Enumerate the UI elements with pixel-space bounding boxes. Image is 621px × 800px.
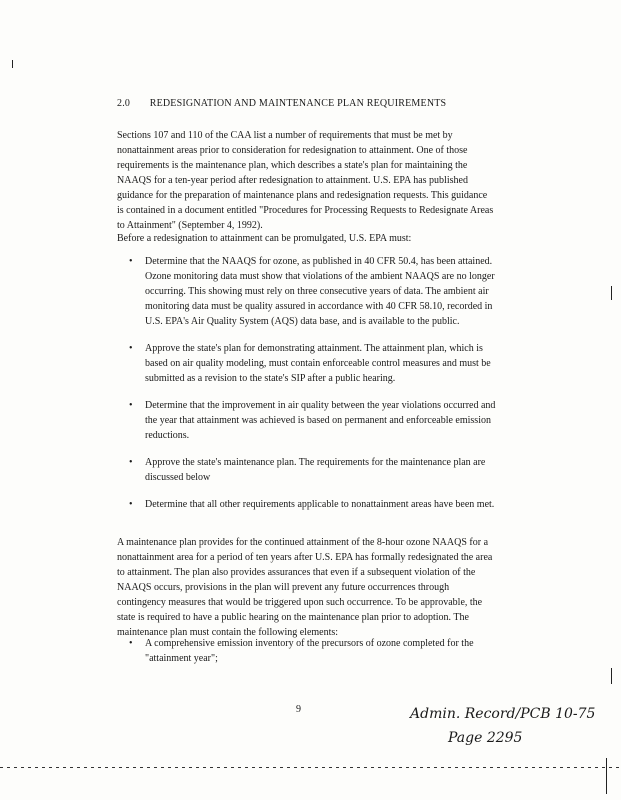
list-item — [117, 254, 497, 329]
list-item-text: Approve the state's maintenance plan. The requirements for the maintenance plan are discussed below — [145, 457, 486, 483]
list-item — [117, 497, 497, 512]
scan-mark — [611, 286, 612, 300]
must-list — [117, 254, 497, 512]
bullet-icon: • — [129, 638, 133, 649]
list-item — [117, 636, 497, 666]
bullet-icon: • — [129, 256, 133, 267]
scan-mark — [606, 758, 607, 794]
scan-mark — [12, 60, 13, 68]
admin-record-stamp: Admin. Record/PCB 10-75 — [410, 706, 596, 722]
intro-paragraph: Sections 107 and 110 of the CAA list a number of requirements that must be met by nonattainment areas prior to consideration for redesignation to attainment. One of those requirements is the maintenance plan, which describes a state's plan for maintaining the NAAQS for a ten-year period after redesignation to attainment. U.S. EPA has published guidance for the preparation of maintenance plans and redesignation requests. This guidance is contained in a document entitled "Procedures for Processing Requests to Redesignate Areas to Attainment" (September 4, 1992). — [117, 130, 494, 231]
list-item — [117, 455, 497, 485]
bullet-icon: • — [129, 400, 133, 411]
list-item — [117, 398, 497, 443]
before-paragraph: Before a redesignation to attainment can be promulgated, U.S. EPA must: — [117, 233, 412, 244]
page-number: 9 — [296, 704, 301, 715]
scan-mark — [611, 668, 612, 684]
section-number: 2.0 — [117, 98, 131, 109]
scan-edge-line — [0, 767, 621, 768]
list-item-text: Determine that the NAAQS for ozone, as published in 40 CFR 50.4, has been attained. Ozone monitoring data must show that violations of the ambient NAAQS are no longer occurring. This showing must rely on three consecutive years of data. The ambient air monitoring data must be quality assured in accordance with 40 CFR 58.10, recorded in U.S. EPA's Air Quality System (AQS) data base, and is available to the public. — [145, 256, 495, 327]
page-reference-stamp: Page 2295 — [448, 730, 523, 746]
list-item-text: Determine that all other requirements applicable to nonattainment areas have been met. — [145, 499, 495, 510]
bullet-icon: • — [129, 457, 133, 468]
section-heading — [117, 98, 446, 109]
section-title: REDESIGNATION AND MAINTENANCE PLAN REQUIREMENTS — [149, 98, 447, 109]
bullet-icon: • — [129, 343, 133, 354]
elements-list — [117, 636, 497, 666]
bullet-icon: • — [129, 499, 133, 510]
list-item-text: A comprehensive emission inventory of the precursors of ozone completed for the "attainment year"; — [145, 638, 474, 664]
list-item-text: Approve the state's plan for demonstrating attainment. The attainment plan, which is based on air quality modeling, must contain enforceable control measures and must be submitted as a revision to the state's SIP after a public hearing. — [145, 343, 491, 384]
list-item — [117, 341, 497, 386]
maintenance-paragraph: A maintenance plan provides for the continued attainment of the 8-hour ozone NAAQS for a nonattainment area for a period of ten years after U.S. EPA has formally redesignated the area to attainment. The plan also provides assurances that even if a subsequent violation of the NAAQS occurs, provisions in the plan will prevent any future occurrences through contingency measures that would be triggered upon such occurrence. To be approvable, the state is required to have a public hearing on the maintenance plan prior to adoption. The maintenance plan must contain the following elements: — [117, 537, 493, 638]
list-item-text: Determine that the improvement in air quality between the year violations occurred and the year that attainment was achieved is based on permanent and enforceable emission reductions. — [145, 400, 496, 441]
